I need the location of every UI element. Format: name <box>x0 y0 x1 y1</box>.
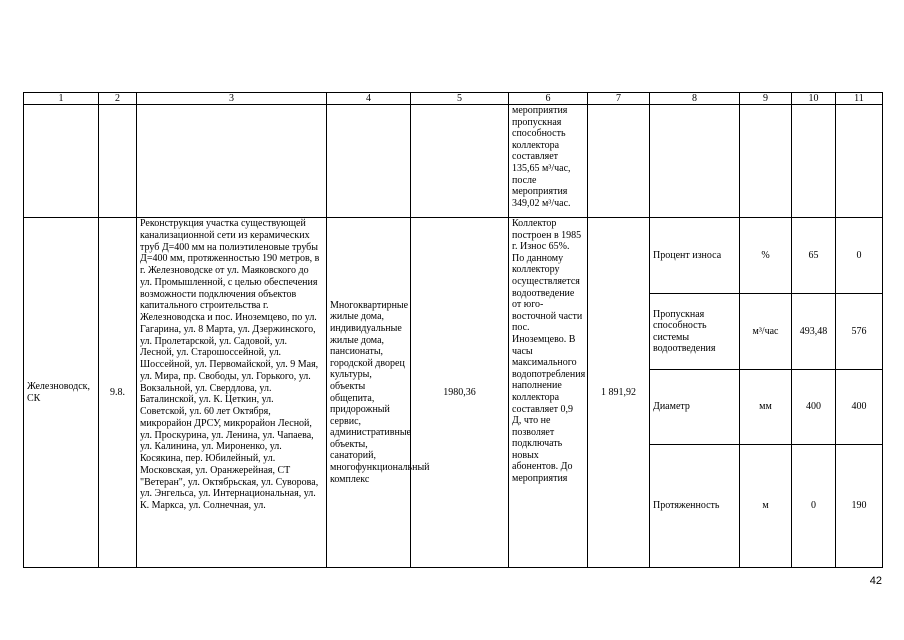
load-cell: 1980,36 <box>411 218 509 568</box>
column-number: 3 <box>137 93 327 105</box>
empty-cell <box>137 105 327 218</box>
column-number: 2 <box>99 93 137 105</box>
continuation-description-cell <box>509 105 588 218</box>
continuation-row <box>24 105 883 218</box>
column-number: 6 <box>509 93 588 105</box>
current-state-text: Коллектор построен в 1985 г. Износ 65%. По данному коллектору осуществляется водоотведение от юго-восточной части пос. Иноземцево. В часы максимального водопотребления наполнение коллектора составляет 0,9 Д, что не позволяет подключать новых абонентов. До мероприятия <box>512 218 586 485</box>
column-number: 7 <box>588 93 650 105</box>
project-description: Реконструкция участка существующей канализационной сети из керамических труб Д=400 мм на полиэтиленовые трубы Д=400 мм, протяженностью 190 метров, в г. Железноводске от ул. Маяковского до ул. Промышленной, с целью обеспечения возможности подключения объектов капитального строительства г. Железноводска и пос. Иноземцево, по ул. Гагарина, ул. 8 Марта, ул. Дзержинского, ул. Пролетарской, ул. Садовой, ул. Лесной, ул. Старошоссейной, ул. Шоссейной, ул. Первомайской, ул. 9 Мая, ул. Мира, пр. Свободы, ул. Горького, ул. Вокзальной, ул. Свердлова, ул. Баталинской, ул. К. Цеткин, ул. Советской, ул. 60 лет Октября, микрорайон ДРСУ, микрорайон Лесной, ул. Проскурина, ул. Ленина, ул. Чапаева, ул. Калинина, ул. Мироненко, ул. Косякина, пер. Юбилейный, ул. Московская, ул. Оранжерейная, СТ "Ветеран", ул. Октябрьская, ул. Суворова, ул. Энгельса, ул. Интернациональная, ул. К. Маркса, ул. Солнечная, ул. <box>140 218 320 511</box>
current-state-cell <box>509 218 588 568</box>
page-number: 42 <box>869 575 882 587</box>
empty-cell <box>99 105 137 218</box>
indicator-after: 190 <box>836 444 883 567</box>
cost-cell: 1 891,92 <box>588 218 650 568</box>
empty-cell <box>24 105 99 218</box>
connected-objects-cell: Многоквартирные жилые дома, индивидуальные жилые дома, пансионаты, городской дворец культуры, объекты общепита, придорожный сервис, административные объекты, санаторий, многофункциональный комплекс <box>327 218 411 568</box>
municipality-cell: Железноводск, СК <box>24 218 99 568</box>
column-number-row <box>24 93 883 105</box>
empty-cell <box>792 105 836 218</box>
item-number-cell: 9.8. <box>99 218 137 568</box>
indicator-unit: мм <box>740 370 792 444</box>
empty-cell <box>411 105 509 218</box>
indicator-name: Диаметр <box>650 370 740 444</box>
indicator-name: Процент износа <box>650 218 740 294</box>
indicator-unit: м <box>740 444 792 567</box>
indicator-before: 0 <box>792 444 836 567</box>
indicator-unit: % <box>740 218 792 294</box>
indicator-name: Пропускная способность системы водоотведения <box>650 294 740 370</box>
column-number: 5 <box>411 93 509 105</box>
column-number: 11 <box>836 93 883 105</box>
table-row <box>24 218 883 294</box>
indicator-after: 400 <box>836 370 883 444</box>
column-number: 8 <box>650 93 740 105</box>
empty-cell <box>588 105 650 218</box>
indicator-before: 493,48 <box>792 294 836 370</box>
investment-program-table <box>23 92 883 568</box>
empty-cell <box>836 105 883 218</box>
indicator-after: 0 <box>836 218 883 294</box>
indicator-before: 400 <box>792 370 836 444</box>
column-number: 1 <box>24 93 99 105</box>
indicator-before: 65 <box>792 218 836 294</box>
column-number: 4 <box>327 93 411 105</box>
empty-cell <box>327 105 411 218</box>
project-description-cell <box>137 218 327 568</box>
column-number: 10 <box>792 93 836 105</box>
column-number: 9 <box>740 93 792 105</box>
empty-cell <box>740 105 792 218</box>
indicator-after: 576 <box>836 294 883 370</box>
indicator-unit: м³/час <box>740 294 792 370</box>
empty-cell <box>650 105 740 218</box>
continuation-description: мероприятия пропускная способность коллектора составляет 135,65 м³/час, после мероприятия 349,02 м³/час. <box>512 105 571 209</box>
indicator-name: Протяженность <box>650 444 740 567</box>
